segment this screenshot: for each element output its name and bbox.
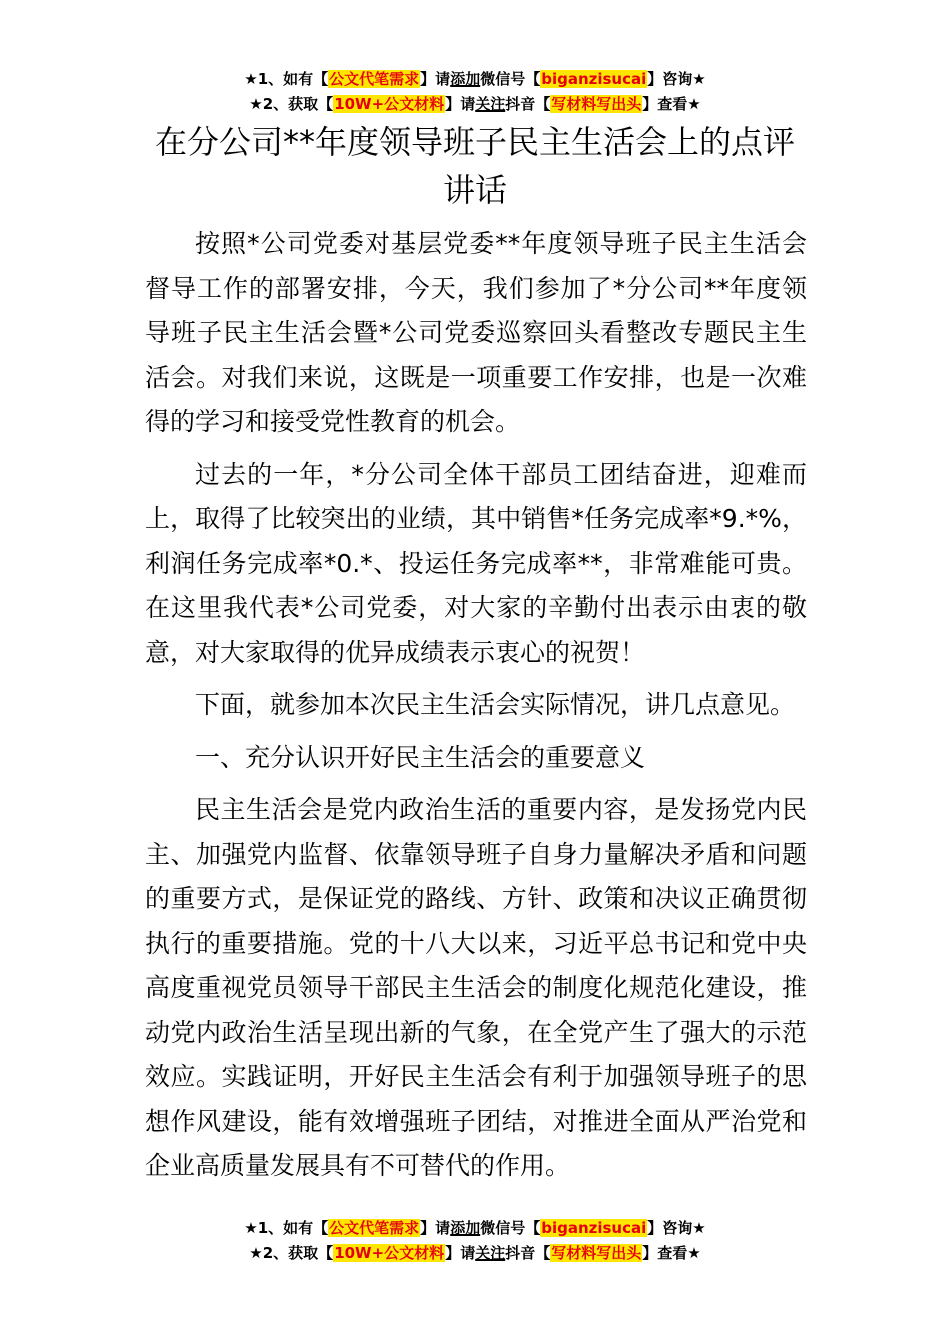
promo-text: ★2、获取【 <box>249 95 334 113</box>
promo-text: 】咨询★ <box>647 1219 706 1237</box>
promo-line-2 <box>0 92 950 117</box>
promo-highlight: 公文代笔需求 <box>329 70 420 88</box>
bottom-promo-banner <box>0 1216 950 1266</box>
promo-text: 】查看★ <box>642 1244 701 1262</box>
paragraph: 民主生活会是党内政治生活的重要内容，是发扬党内民主、加强党内监督、依靠领导班子自身力量解决矛盾和问题的重要方式，是保证党的路线、方针、政策和决议正确贯彻执行的重要措施。党的十八大以来，习近平总书记和党中央高度重视党员领导干部民主生活会的制度化规范化建设，推动党内政治生活呈现出新的气象，在全党产生了强大的示范效应。实践证明，开好民主生活会有利于加强领导班子的思想作风建设，能有效增强班子团结，对推进全面从严治党和企业高质量发展具有不可替代的作用。 <box>145 795 807 1180</box>
promo-highlight: biganzisucai <box>541 70 647 88</box>
promo-text: 】请 <box>445 95 476 113</box>
promo-line-2 <box>0 1241 950 1266</box>
promo-text: 微信号【 <box>480 70 541 88</box>
promo-highlight: 写材料写出头 <box>551 95 642 113</box>
document-title: 在分公司**年度领导班子民主生活会上的点评讲话 <box>154 123 795 209</box>
promo-underlined: 关注 <box>475 1244 506 1262</box>
top-promo-banner <box>0 67 950 117</box>
promo-text: ★1、如有【 <box>244 70 329 88</box>
promo-underlined: 添加 <box>450 70 481 88</box>
promo-text: 】咨询★ <box>647 70 706 88</box>
promo-text: ★1、如有【 <box>244 1219 329 1237</box>
paragraph: 下面，就参加本次民主生活会实际情况，讲几点意见。 <box>195 690 796 719</box>
promo-line-1 <box>0 1216 950 1241</box>
promo-underlined: 添加 <box>450 1219 481 1237</box>
promo-text: 微信号【 <box>480 1219 541 1237</box>
promo-text: 】请 <box>420 70 451 88</box>
promo-text: 】查看★ <box>642 95 701 113</box>
promo-highlight: biganzisucai <box>541 1219 647 1237</box>
promo-text: 】请 <box>420 1219 451 1237</box>
promo-highlight: 10W+公文材料 <box>334 1244 445 1262</box>
paragraph: 按照*公司党委对基层党委**年度领导班子民主生活会督导工作的部署安排，今天，我们参加了*分公司**年度领导班子民主生活会暨*公司党委巡察回头看整改专题民主生活会。对我们来说，这既是一项重要工作安排，也是一次难得的学习和接受党性教育的机会。 <box>145 229 807 436</box>
promo-underlined: 关注 <box>475 95 506 113</box>
section-heading: 一、充分认识开好民主生活会的重要意义 <box>195 742 646 772</box>
promo-highlight: 写材料写出头 <box>551 1244 642 1262</box>
promo-line-1 <box>0 67 950 92</box>
promo-highlight: 10W+公文材料 <box>334 95 445 113</box>
promo-text: 抖音【 <box>505 1244 551 1262</box>
promo-text: 抖音【 <box>505 95 551 113</box>
document-body <box>145 222 807 1197</box>
paragraph: 过去的一年，*分公司全体干部员工团结奋进，迎难而上，取得了比较突出的业绩，其中销售*任务完成率*9.*%，利润任务完成率*0.*、投运任务完成率**，非常难能可贵。在这里我代表*公司党委，对大家的辛勤付出表示由衷的敬意，对大家取得的优异成绩表示衷心的祝贺！ <box>145 459 807 667</box>
promo-text: 】请 <box>445 1244 476 1262</box>
promo-highlight: 公文代笔需求 <box>329 1219 420 1237</box>
promo-text: ★2、获取【 <box>249 1244 334 1262</box>
